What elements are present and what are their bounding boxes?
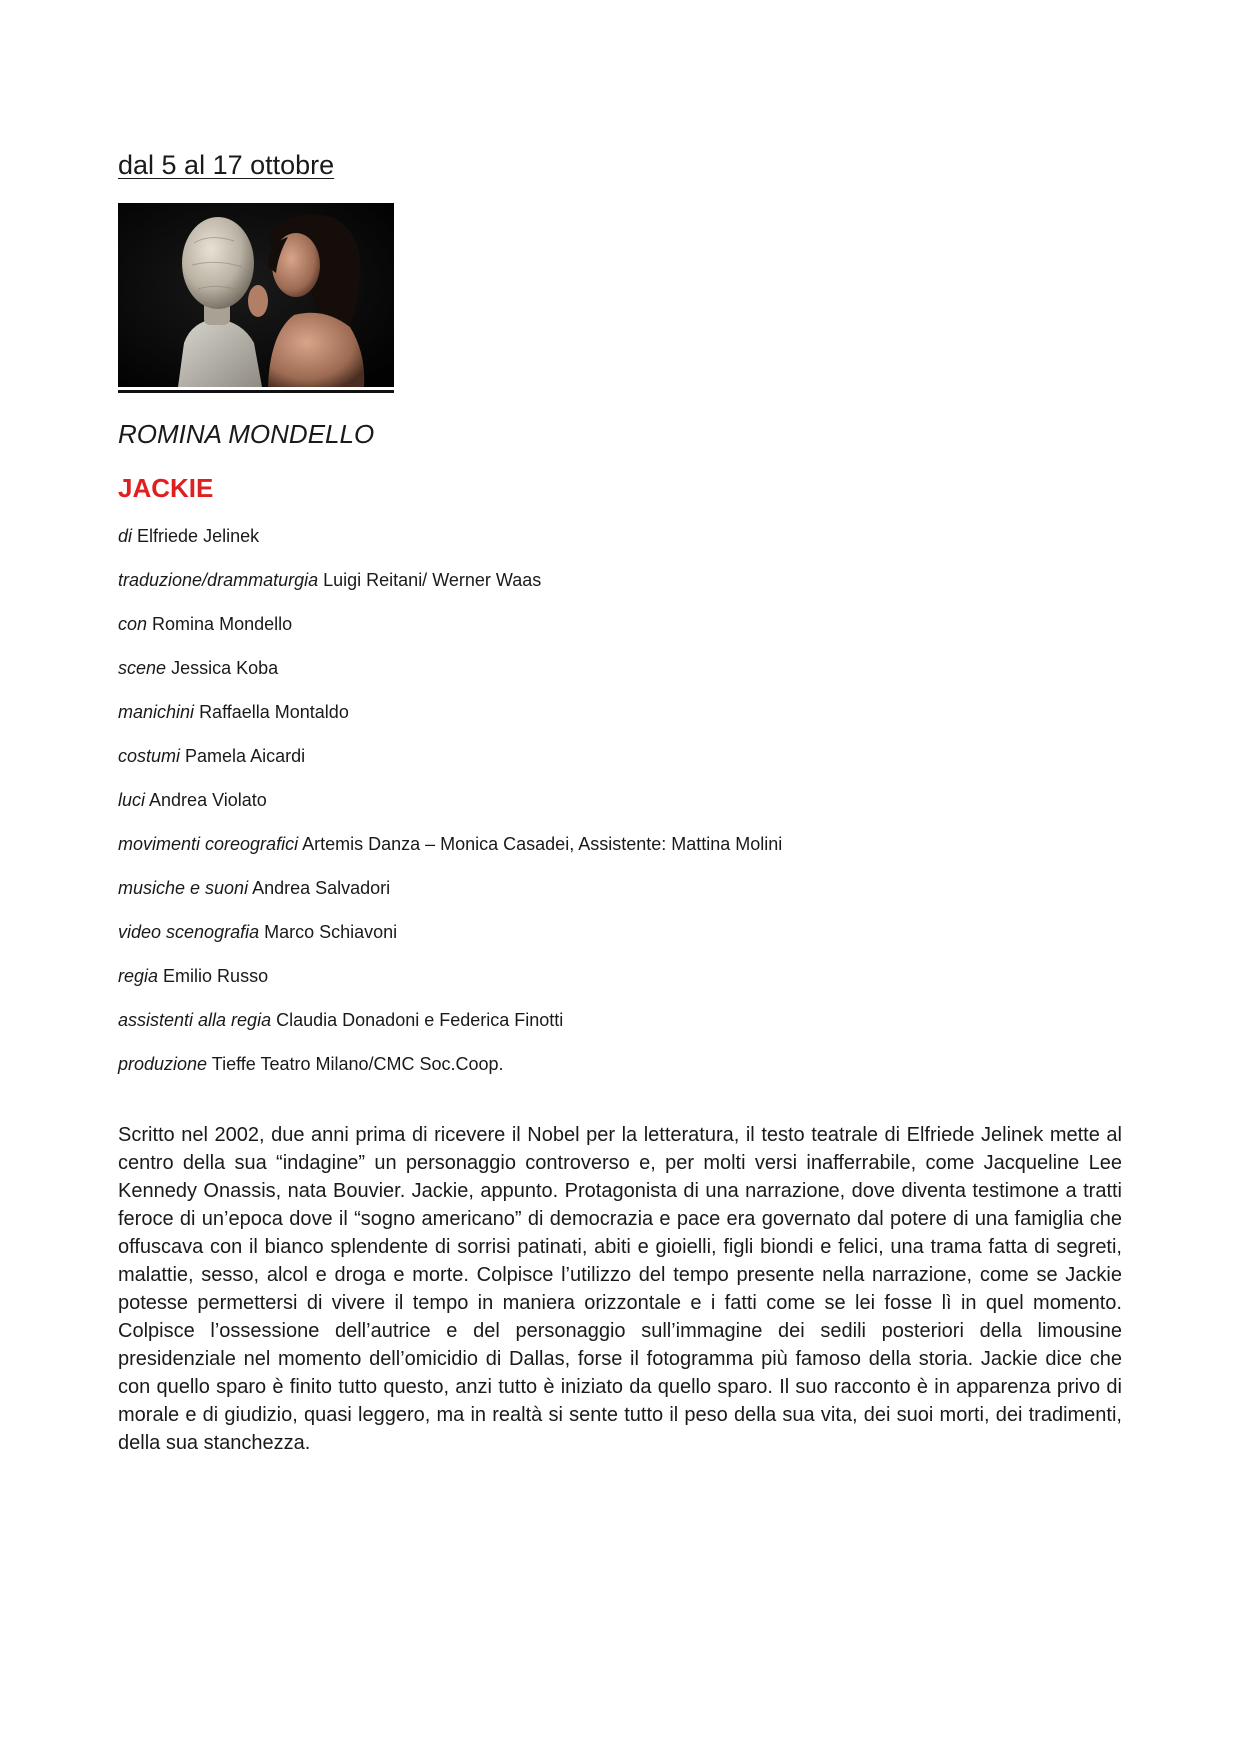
photo-underline (118, 390, 394, 393)
credit-role: scene (118, 658, 167, 678)
credit-video (118, 919, 1128, 963)
credit-name: Luigi Reitani/ Werner Waas (323, 570, 542, 590)
credit-mannequins (118, 699, 1128, 743)
credit-role: di (118, 526, 133, 546)
credit-production (118, 1051, 1128, 1095)
credit-sets (118, 655, 1128, 699)
credit-name: Jessica Koba (171, 658, 279, 678)
credit-name: Romina Mondello (152, 614, 293, 634)
credit-name: Claudia Donadoni e Federica Finotti (276, 1010, 564, 1030)
credit-role: assistenti alla regia (118, 1010, 272, 1030)
credit-name: Andrea Salvadori (252, 878, 391, 898)
credit-role: produzione (118, 1054, 208, 1074)
credit-assistants (118, 1007, 1128, 1051)
credit-role: costumi (118, 746, 181, 766)
credit-name: Elfriede Jelinek (137, 526, 260, 546)
credit-role: regia (118, 966, 159, 986)
credit-choreography (118, 831, 1128, 875)
show-title: JACKIE (118, 473, 214, 503)
credit-translation (118, 567, 1128, 611)
credit-author (118, 523, 1128, 567)
credit-role: traduzione/drammaturgia (118, 570, 319, 590)
performer-name: ROMINA MONDELLO (118, 419, 375, 449)
credit-role: video scenografia (118, 922, 260, 942)
credit-role: luci (118, 790, 146, 810)
credit-name: Emilio Russo (163, 966, 269, 986)
show-photo-image (118, 203, 394, 387)
credit-cast (118, 611, 1128, 655)
credit-director (118, 963, 1128, 1007)
date-heading: dal 5 al 17 ottobre (118, 150, 335, 180)
credit-role: con (118, 614, 148, 634)
credit-costumes (118, 743, 1128, 787)
credit-name: Tieffe Teatro Milano/CMC Soc.Coop. (211, 1054, 504, 1074)
credits-list (118, 523, 1128, 1095)
synopsis-paragraph: Scritto nel 2002, due anni prima di ricevere il Nobel per la letteratura, il testo teatrale di Elfriede Jelinek mette al centro della sua “indagine” un personaggio controverso e, per molti versi inafferrabile, come Jacqueline Lee Kennedy Onassis, nata Bouvier. Jackie, appunto. Protagonista di una narrazione, dove diventa testimone a tratti feroce di un’epoca dove il “sogno americano” di democrazia e pace era governato dal potere di una famiglia che offuscava con il bianco splendente di sorrisi patinati, abiti e gioielli, figli biondi e felici, una trama fatta di segreti, malattie, sesso, alcol e droga e morte. Colpisce l’utilizzo del tempo presente nella narrazione, come se Jackie potesse permettersi di vivere il tempo in maniera orizzontale e i fatti come se lei fosse lì in quel momento. Colpisce l’ossessione dell’autrice e del personaggio sull’immagine dei sedili posteriori della limousine presidenziale nel momento dell’omicidio di Dallas, forse il fotogramma più famoso della storia. Jackie dice che con quello sparo è finito tutto questo, anzi tutto è iniziato da quello sparo. Il suo racconto è in apparenza privo di morale e di giudizio, quasi leggero, ma in realtà si sente tutto il peso della sua vita, dei suoi morti, dei tradimenti, della sua stanchezza. (118, 1124, 1122, 1454)
credit-music (118, 875, 1128, 919)
credit-name: Andrea Violato (149, 790, 267, 810)
credit-name: Artemis Danza – Monica Casadei, Assistente: Mattina Molini (302, 834, 783, 854)
credit-role: manichini (118, 702, 195, 722)
credit-role: musiche e suoni (118, 878, 249, 898)
show-photo (118, 203, 394, 393)
credit-name: Pamela Aicardi (185, 746, 306, 766)
credit-name: Marco Schiavoni (264, 922, 398, 942)
credit-role: movimenti coreografici (118, 834, 299, 854)
credit-lights (118, 787, 1128, 831)
credit-name: Raffaella Montaldo (199, 702, 349, 722)
